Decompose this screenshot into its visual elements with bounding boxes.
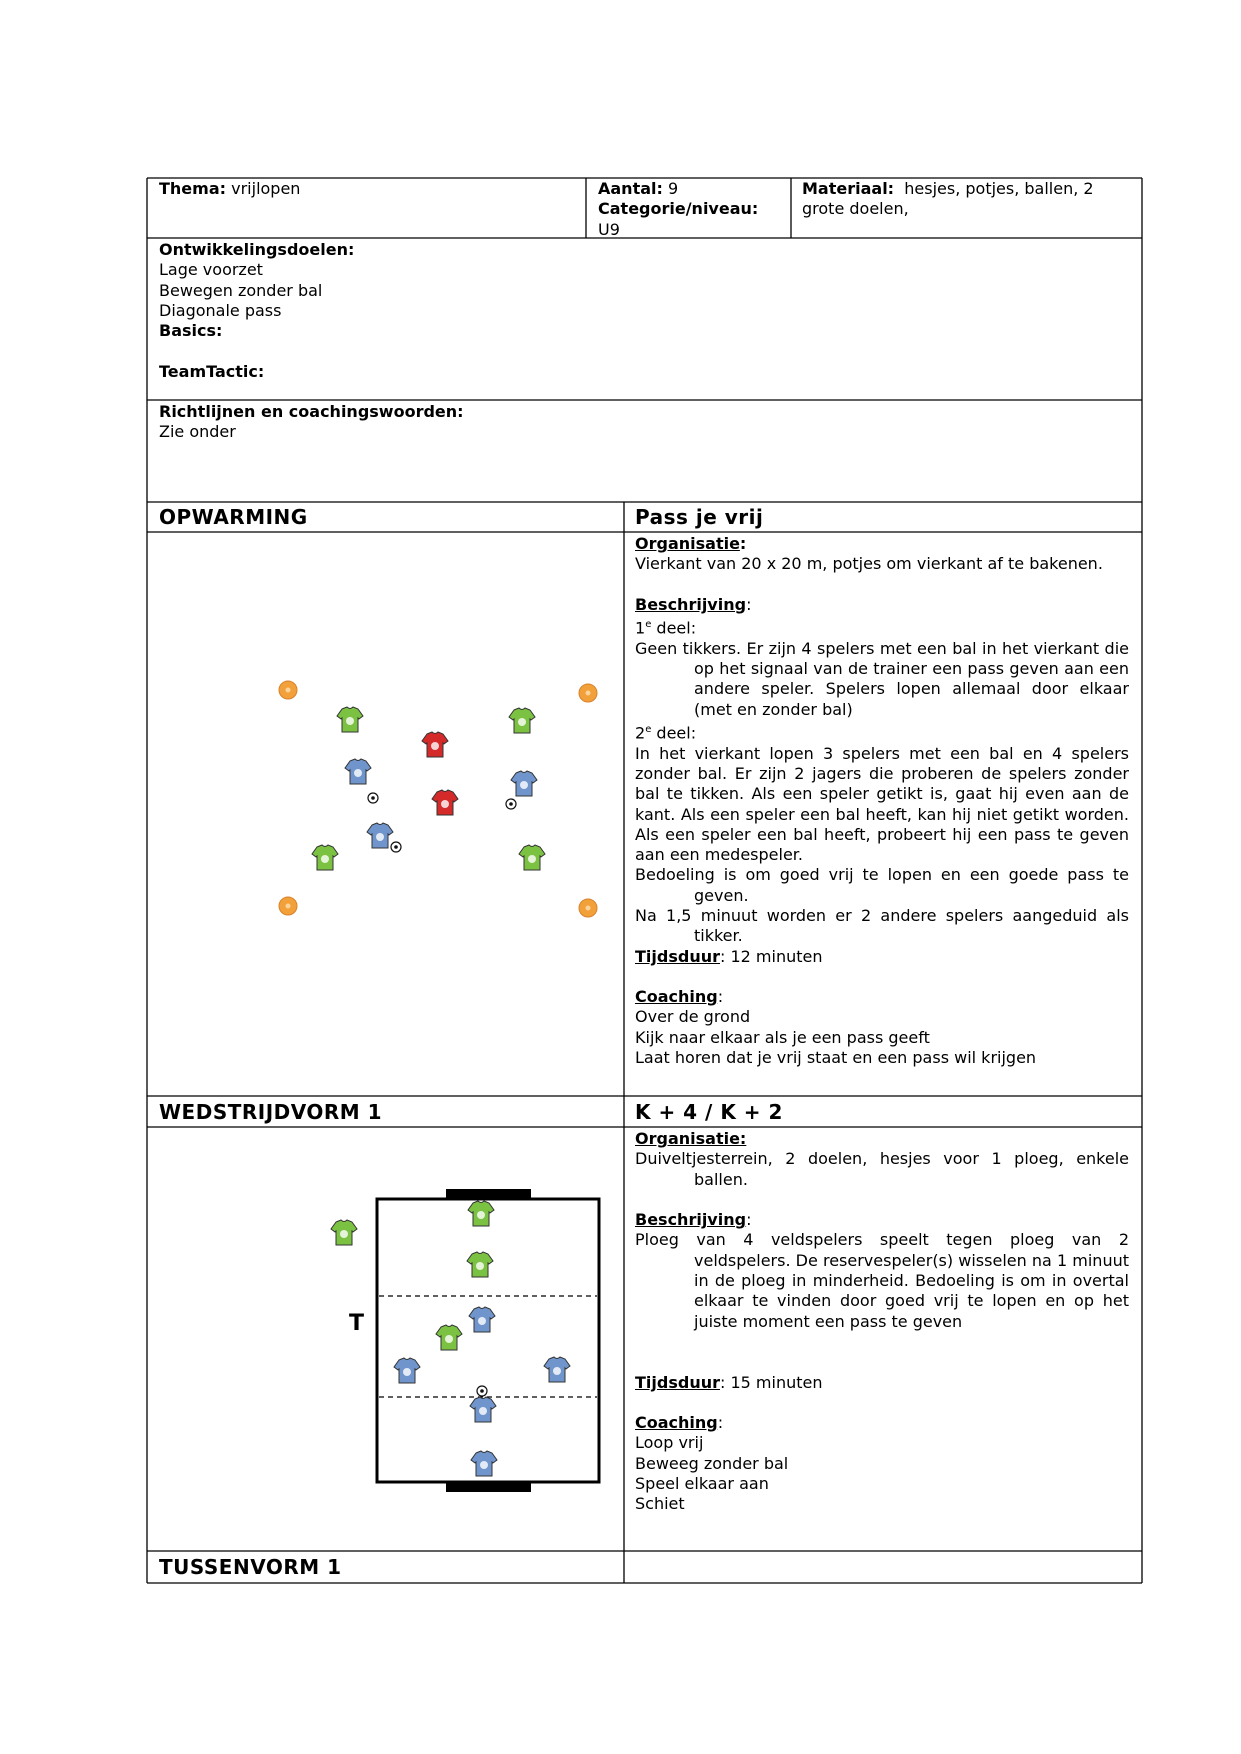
warmup-coach-item: Laat horen dat je vrij staat en een pass wil krijgen [635, 1048, 1037, 1068]
warmup-org-label: Organisatie [635, 534, 740, 553]
green-player-icon [436, 1325, 462, 1350]
match-diagram [147, 1127, 624, 1551]
ball-icon [477, 1386, 487, 1396]
categorie-label: Categorie/niveau: [598, 199, 759, 219]
match-time-label: Tijdsduur [635, 1372, 720, 1392]
red-player-icon [422, 732, 448, 757]
warmup-section-title: OPWARMING [159, 505, 308, 529]
warmup-part2-text: In het vierkant lopen 3 spelers met een bal en 4 spelers zonder bal. Er zijn 2 jagers die proberen de spelers zonder bal te tikken. Als een speler getikt is, gaat hij even aan de kant. Als een speler een bal heeft, kan hij niet getikt worden. Als een speler een bal heeft, probeert hij een pass te geven aan een medespeler. [635, 743, 1129, 865]
match-exercise-title: K + 4 / K + 2 [635, 1100, 783, 1124]
match-coach-item: Schiet [635, 1494, 685, 1514]
bottom-goal [446, 1482, 531, 1492]
ball-icon [506, 799, 516, 809]
warmup-purpose-text: Bedoeling is om goed vrij te lopen en een goede pass te geven. [635, 865, 1129, 905]
warmup-description: Organisatie: Vierkant van 20 x 20 m, potjes om vierkant af te bakenen. Beschrijving: 1e deel: Geen tikkers. Er zijn 4 spelers met een bal in het vierkant die op het signaal van de trainer een pass geven aan een andere speler. Spelers lopen allemaal door elkaar (met en zonder bal) 2e deel: In het vierkant lopen 3 spelers met een bal en 4 spelers zonder bal. Er zijn 2 jagers die proberen de spelers zonder bal te tikken. Als een speler getikt is, gaat hij even aan de kant. Als een speler een bal heeft, kan hij niet getikt worden. Als een speler een bal heeft, probeert hij een pass te geven aan een medespeler. Bedoeling is om goed vrij te lopen en een goede pass te geven. Na 1,5 minuut worden er 2 andere spelers aangeduid als tikker. Tijdsduur: 12 minuten Coaching: Over de grond Kijk naar elkaar als je een pass geeft Laat horen dat je vrij staat en een pass wil krijgen [635, 534, 1129, 1068]
warmup-coach-item: Over de grond [635, 1007, 751, 1027]
blue-player-icon [469, 1307, 495, 1332]
blue-player-icon [470, 1397, 496, 1422]
materiaal-cell [802, 179, 1132, 220]
blue-player-icon [471, 1451, 497, 1476]
thema-value: vrijlopen [231, 179, 301, 198]
warmup-time-label: Tijdsduur [635, 946, 720, 966]
warmup-exercise-title: Pass je vrij [635, 505, 764, 529]
match-desc-label: Beschrijving [635, 1210, 747, 1230]
match-time-value: : 15 minuten [719, 1372, 823, 1392]
thema-label: Thema: [159, 179, 227, 198]
match-coach-item: Loop vrij [635, 1433, 704, 1453]
blue-player-icon [544, 1357, 570, 1382]
materiaal-label: Materiaal: [802, 179, 895, 198]
warmup-coach-label: Coaching [635, 987, 718, 1007]
match-coach-item: Beweeg zonder bal [635, 1453, 789, 1473]
between-section-title: TUSSENVORM 1 [159, 1555, 342, 1579]
red-player-icon [432, 790, 458, 815]
green-player-icon [509, 708, 535, 733]
ball-icon [391, 842, 401, 852]
goal-item: Lage voorzet [159, 260, 263, 280]
warmup-coach-item: Kijk naar elkaar als je een pass geeft [635, 1027, 930, 1047]
part1-sup: e [645, 619, 652, 631]
part1-number: 1 [635, 618, 646, 638]
aantal-label: Aantal: [598, 179, 663, 198]
warmup-time-value: : 12 minuten [719, 946, 823, 966]
top-goal [446, 1189, 531, 1199]
warmup-desc-label: Beschrijving [635, 594, 747, 614]
part2-sup: e [645, 724, 652, 735]
match-coach-item: Speel elkaar aan [635, 1474, 769, 1494]
warmup-diagram [147, 532, 624, 1096]
aantal-cell [598, 179, 788, 240]
guidelines-cell [159, 402, 1129, 443]
green-player-icon [467, 1252, 493, 1277]
warmup-after-text: Na 1,5 minuut worden er 2 andere spelers aangeduid als tikker. [635, 906, 1129, 946]
guidelines-text: Zie onder [159, 422, 236, 442]
thema-cell [159, 179, 579, 199]
goals-title: Ontwikkelingsdoelen: [159, 240, 355, 259]
teamtactic-label: TeamTactic: [159, 361, 265, 381]
match-org-text: Duiveltjesterrein, 2 doelen, hesjes voor 1 ploeg, enkele ballen. [635, 1149, 1129, 1189]
green-player-icon [519, 845, 545, 870]
field-outline [377, 1199, 599, 1482]
cone-icon [279, 681, 297, 699]
materiaal-value: hesjes, potjes, ballen, 2 grote doelen, [802, 179, 1094, 219]
green-player-icon [468, 1201, 494, 1226]
guidelines-title: Richtlijnen en coachingswoorden: [159, 402, 464, 421]
match-section-title: WEDSTRIJDVORM 1 [159, 1100, 383, 1124]
part1-word: deel: [651, 618, 697, 638]
categorie-value: U9 [598, 219, 620, 239]
basics-label: Basics: [159, 321, 223, 341]
goal-item: Bewegen zonder bal [159, 280, 323, 300]
goal-item: Diagonale pass [159, 300, 282, 320]
match-desc-text: Ploeg van 4 veldspelers speelt tegen ploeg van 2 veldspelers. De reservespeler(s) wisselen na 1 minuut in de ploeg in minderheid. Bedoeling is om in overtal elkaar te vinden door goed vrij te lopen en op het juiste moment een pass te geven [635, 1230, 1129, 1331]
match-coach-label: Coaching [635, 1413, 718, 1433]
green-player-icon [331, 1220, 357, 1245]
part2-number: 2 [635, 723, 646, 743]
cone-icon [579, 899, 597, 917]
match-org-label: Organisatie: [635, 1129, 747, 1148]
goals-cell [159, 240, 1129, 382]
warmup-part1-text: Geen tikkers. Er zijn 4 spelers met een bal in het vierkant die op het signaal van de trainer een pass geven aan een andere speler. Spelers lopen allemaal door elkaar (met en zonder bal) [635, 638, 1129, 719]
blue-player-icon [511, 771, 537, 796]
ball-icon [368, 793, 378, 803]
match-description: Organisatie: Duiveltjesterrein, 2 doelen, hesjes voor 1 ploeg, enkele ballen. Beschrijving: Ploeg van 4 veldspelers speelt tegen ploeg van 2 veldspelers. De reservespeler(s) wisselen na 1 minuut in de ploeg in minderheid. Bedoeling is om in overtal elkaar te vinden door goed vrij te lopen en op het juiste moment een pass te geven Tijdsduur: 15 minuten Coaching: Loop vrij Beweeg zonder bal Speel elkaar aan Schiet [635, 1129, 1129, 1514]
blue-player-icon [394, 1358, 420, 1383]
blue-player-icon [345, 759, 371, 784]
cone-icon [579, 684, 597, 702]
part2-word: deel: [651, 723, 697, 743]
green-player-icon [312, 845, 338, 870]
blue-player-icon [367, 823, 393, 848]
aantal-value: 9 [668, 179, 679, 198]
green-player-icon [337, 707, 363, 732]
cone-icon [279, 897, 297, 915]
warmup-org-text: Vierkant van 20 x 20 m, potjes om vierkant af te bakenen. [635, 554, 1103, 574]
trainer-marker: T [349, 1311, 365, 1336]
